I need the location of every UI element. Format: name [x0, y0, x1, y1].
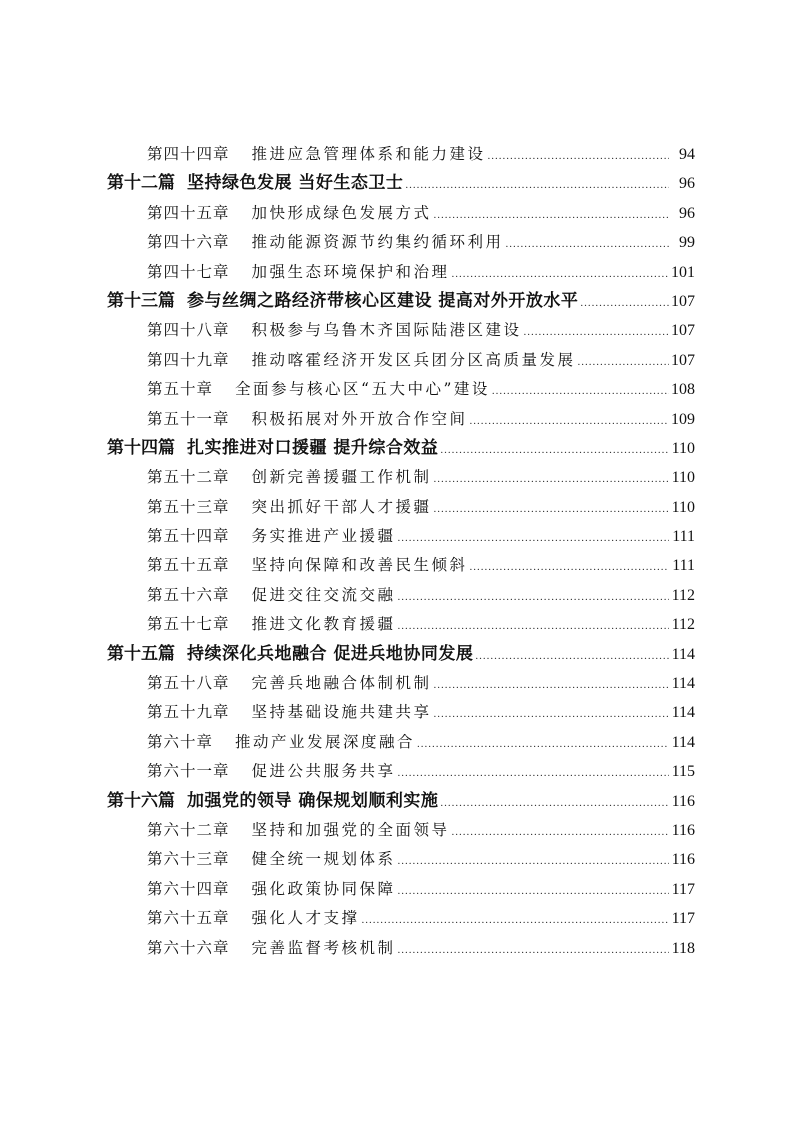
toc-page-number: 117	[671, 910, 695, 928]
toc-title: 扎实推进对口援疆 提升综合效益	[187, 437, 439, 458]
toc-number: 第五十八章	[147, 674, 230, 693]
toc-entry[interactable]	[0, 581, 793, 610]
toc-number: 第六十章	[147, 732, 214, 751]
toc-page-number: 108	[671, 381, 695, 399]
toc-entry[interactable]	[0, 669, 793, 698]
toc-page-number: 118	[671, 939, 695, 957]
toc-title: 完善兵地融合体制机制	[251, 674, 432, 693]
toc-entry[interactable]	[0, 904, 793, 933]
toc-title: 参与丝绸之路经济带核心区建设 提高对外开放水平	[187, 290, 579, 311]
toc-page-number: 114	[671, 645, 695, 663]
toc-title: 推进文化教育援疆	[251, 615, 396, 634]
toc-leader-dots	[362, 906, 669, 935]
toc-leader-dots	[434, 700, 669, 729]
toc-leader-dots	[492, 377, 669, 406]
toc-number: 第十六篇	[107, 790, 175, 811]
toc-title: 坚持绿色发展 当好生态卫士	[187, 173, 404, 194]
toc-leader-dots	[578, 348, 669, 377]
toc-title: 推动产业发展深度融合	[235, 732, 416, 751]
toc-title: 坚持基础设施共建共享	[251, 703, 432, 722]
toc-number: 第六十二章	[147, 820, 230, 839]
toc-entry[interactable]	[0, 728, 793, 757]
toc-number: 第四十四章	[147, 145, 230, 163]
toc-leader-dots	[440, 436, 669, 465]
toc-entry[interactable]	[0, 405, 793, 434]
toc-page-number: 114	[671, 704, 695, 722]
toc-title: 完善监督考核机制	[251, 938, 396, 957]
toc-number: 第五十九章	[147, 703, 230, 722]
toc-entry[interactable]	[0, 228, 793, 257]
toc-page-number: 114	[671, 675, 695, 693]
toc-number: 第四十九章	[147, 350, 230, 369]
toc-page-number: 112	[671, 586, 695, 604]
toc-page-number: 115	[671, 763, 695, 781]
toc-number: 第六十六章	[147, 938, 230, 957]
toc-leader-dots	[398, 524, 669, 553]
toc-entry[interactable]	[0, 522, 793, 551]
toc-title: 促进公共服务共享	[251, 762, 396, 781]
toc-leader-dots	[452, 818, 669, 847]
toc-entry[interactable]	[0, 316, 793, 345]
toc-title: 突出抓好干部人才援疆	[251, 497, 432, 516]
toc-entry[interactable]	[0, 375, 793, 404]
toc-title: 推动能源资源节约集约循环利用	[251, 233, 504, 252]
toc-number: 第五十七章	[147, 615, 230, 634]
toc-page-number: 110	[671, 498, 695, 516]
toc-number: 第五十六章	[147, 585, 230, 604]
toc-entry[interactable]	[0, 463, 793, 492]
toc-number: 第四十五章	[147, 203, 230, 222]
toc-entry[interactable]	[0, 434, 793, 463]
toc-page-number: 107	[671, 351, 695, 369]
toc-page-number: 111	[672, 557, 695, 575]
toc-entry[interactable]	[0, 169, 793, 198]
toc-title: 全面参与核心区“五大中心”建设	[235, 380, 490, 399]
toc-entry[interactable]	[0, 140, 793, 169]
toc-number: 第十五篇	[107, 643, 175, 664]
toc-title: 务实推进产业援疆	[251, 527, 396, 546]
toc-title: 加强生态环境保护和治理	[251, 262, 450, 281]
toc-entry[interactable]	[0, 610, 793, 639]
toc-entry[interactable]	[0, 258, 793, 287]
toc-page-number: 107	[671, 292, 695, 310]
toc-number: 第十二篇	[107, 173, 175, 194]
toc-entry[interactable]	[0, 757, 793, 786]
toc-leader-dots	[405, 171, 669, 200]
toc-leader-dots	[488, 142, 669, 171]
toc-leader-dots	[452, 260, 669, 289]
toc-entry[interactable]	[0, 845, 793, 874]
toc-leader-dots	[398, 877, 669, 906]
toc-leader-dots	[434, 201, 669, 230]
toc-entry[interactable]	[0, 346, 793, 375]
toc-page-number: 111	[672, 528, 695, 546]
toc-title: 推进应急管理体系和能力建设	[251, 145, 486, 163]
toc-leader-dots	[524, 318, 669, 347]
toc-title: 强化人才支撑	[251, 909, 360, 928]
toc-number: 第四十八章	[147, 321, 230, 340]
toc-number: 第五十二章	[147, 468, 230, 487]
toc-title: 积极拓展对外开放合作空间	[251, 409, 468, 428]
toc-title: 加强党的领导 确保规划顺利实施	[187, 790, 439, 811]
toc-leader-dots	[434, 465, 669, 494]
toc-leader-dots	[470, 407, 669, 436]
toc-number: 第十四篇	[107, 437, 175, 458]
toc-entry[interactable]	[0, 934, 793, 963]
toc-entry[interactable]	[0, 493, 793, 522]
toc-page-number: 116	[671, 821, 695, 839]
toc-leader-dots	[398, 612, 669, 641]
toc-title: 推动喀霍经济开发区兵团分区高质量发展	[251, 350, 576, 369]
toc-page-number: 109	[671, 410, 695, 428]
toc-entry[interactable]	[0, 816, 793, 845]
toc-leader-dots	[475, 642, 669, 671]
toc-title: 促进交往交流交融	[251, 585, 396, 604]
toc-leader-dots	[506, 230, 669, 259]
toc-number: 第五十四章	[147, 527, 230, 546]
toc-page-number: 116	[671, 792, 695, 810]
toc-page-number: 96	[679, 175, 695, 193]
toc-title: 持续深化兵地融合 促进兵地协同发展	[187, 643, 474, 664]
toc-entry[interactable]	[0, 199, 793, 228]
toc-number: 第五十一章	[147, 409, 230, 428]
toc-title: 创新完善援疆工作机制	[251, 468, 432, 487]
toc-leader-dots	[417, 730, 669, 759]
toc-leader-dots	[440, 789, 669, 818]
toc-leader-dots	[470, 553, 669, 582]
toc-page-number: 96	[679, 204, 695, 222]
toc-leader-dots	[398, 936, 669, 965]
toc-number: 第六十三章	[147, 850, 230, 869]
toc-entry[interactable]	[0, 287, 793, 316]
toc-page-number: 107	[671, 322, 695, 340]
toc-entry[interactable]	[0, 551, 793, 580]
toc-leader-dots	[580, 289, 669, 318]
toc-page-number: 110	[671, 439, 695, 457]
toc-leader-dots	[398, 583, 669, 612]
toc-title: 积极参与乌鲁木齐国际陆港区建设	[251, 321, 522, 340]
toc-entry[interactable]	[0, 698, 793, 727]
toc-page-number: 116	[671, 851, 695, 869]
toc-number: 第六十一章	[147, 762, 230, 781]
toc-page-number: 110	[671, 469, 695, 487]
toc-number: 第五十章	[147, 380, 214, 399]
toc-leader-dots	[434, 495, 669, 524]
toc-number: 第四十七章	[147, 262, 230, 281]
toc-title: 健全统一规划体系	[251, 850, 396, 869]
toc-page-number: 114	[671, 733, 695, 751]
toc-entry[interactable]	[0, 640, 793, 669]
toc-number: 第六十五章	[147, 909, 230, 928]
toc-number: 第五十三章	[147, 497, 230, 516]
toc-leader-dots	[398, 847, 669, 876]
toc-number: 第六十四章	[147, 879, 230, 898]
toc-entry[interactable]	[0, 787, 793, 816]
toc-number: 第五十五章	[147, 556, 230, 575]
toc-title: 加快形成绿色发展方式	[251, 203, 432, 222]
toc-leader-dots	[398, 759, 669, 788]
toc-title: 强化政策协同保障	[251, 879, 396, 898]
toc-page-number: 117	[671, 880, 695, 898]
toc-title: 坚持和加强党的全面领导	[251, 820, 450, 839]
toc-page-number: 94	[679, 146, 695, 163]
toc-page-number: 112	[671, 616, 695, 634]
toc-leader-dots	[434, 671, 669, 700]
toc-page-number: 101	[671, 263, 695, 281]
toc-number: 第十三篇	[107, 290, 175, 311]
toc-number: 第四十六章	[147, 233, 230, 252]
toc-title: 坚持向保障和改善民生倾斜	[251, 556, 468, 575]
toc-page-number: 99	[679, 234, 695, 252]
table-of-contents	[0, 140, 793, 963]
toc-entry[interactable]	[0, 875, 793, 904]
